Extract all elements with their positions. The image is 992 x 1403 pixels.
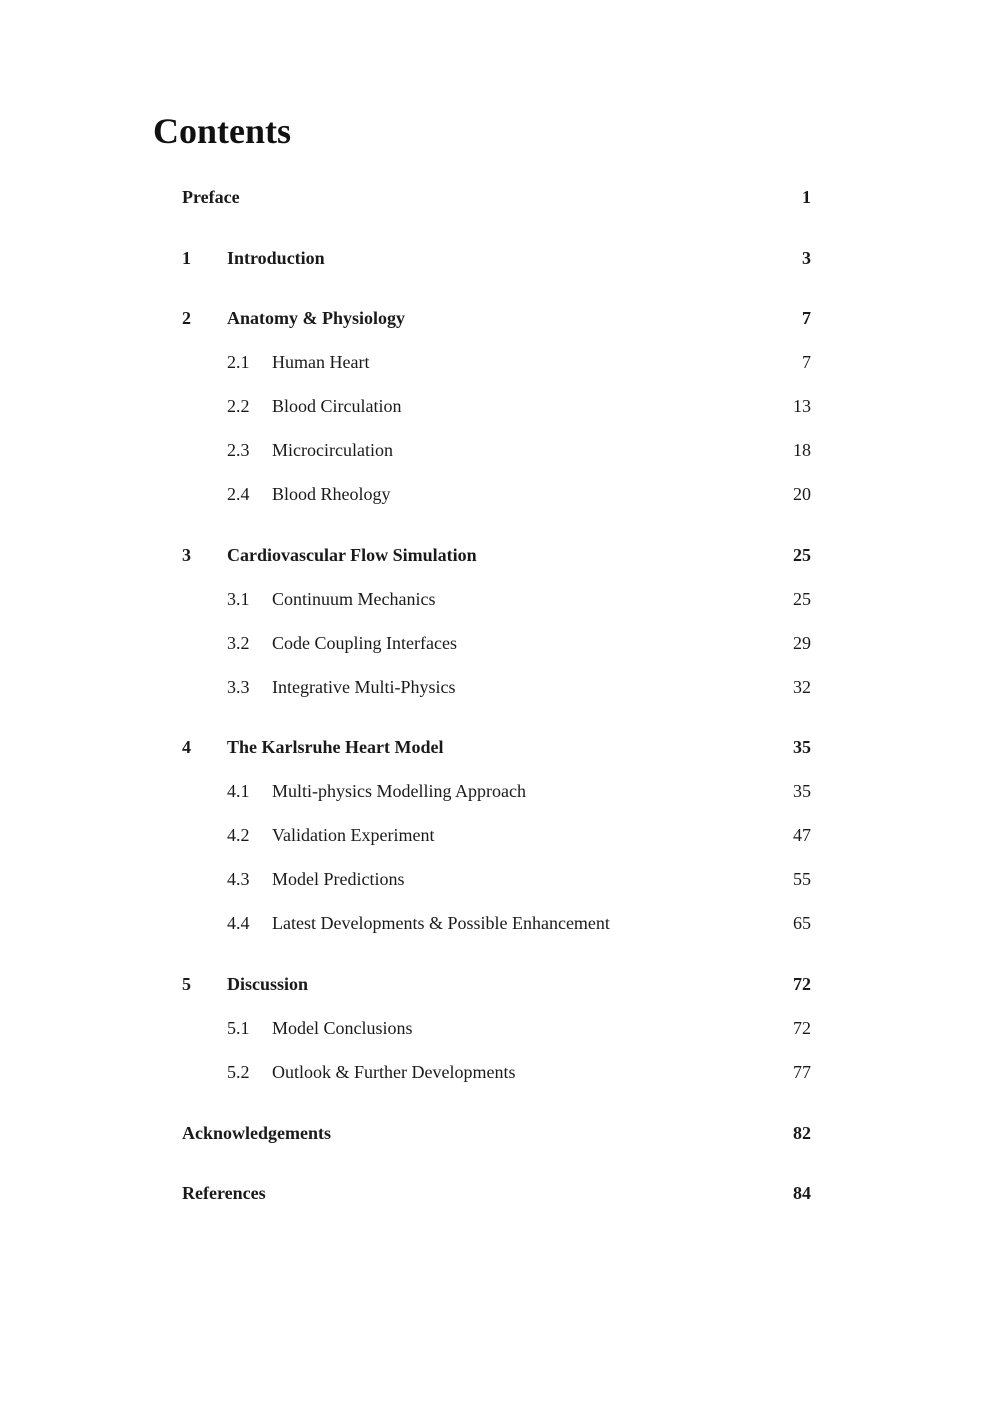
toc-entry-page: 25: [793, 545, 811, 565]
toc-section-2-2[interactable]: [0, 394, 992, 418]
toc-entry-page: 32: [793, 677, 811, 697]
toc-section-title: Validation Experiment: [272, 825, 435, 845]
toc-section-number: 4.4: [227, 913, 250, 933]
toc-section-number: 3.1: [227, 589, 250, 609]
toc-section-number: 3.3: [227, 677, 250, 697]
toc-section-number: 2.2: [227, 396, 250, 416]
toc-section-number: 5.2: [227, 1062, 250, 1082]
toc-section-2-1[interactable]: [0, 350, 992, 374]
toc-section-2-4[interactable]: [0, 482, 992, 506]
toc-section-number: 5.1: [227, 1018, 250, 1038]
toc-entry-page: 77: [793, 1062, 811, 1082]
toc-entry-page: 1: [802, 187, 811, 207]
toc-chapter-title: Discussion: [227, 974, 309, 994]
toc-chapter-number: 5: [182, 974, 191, 994]
toc-entry-acknowledgements[interactable]: [0, 1121, 992, 1145]
toc-entry-page: 84: [793, 1183, 811, 1203]
toc-entry-page: 72: [793, 974, 811, 994]
toc-section-2-3[interactable]: [0, 438, 992, 462]
toc-section-title: Continuum Mechanics: [272, 589, 436, 609]
toc-entry-page: 72: [793, 1018, 811, 1038]
toc-entry-preface[interactable]: [0, 185, 992, 209]
toc-entry-title: Acknowledgements: [182, 1123, 331, 1143]
toc-entry-page: 20: [793, 484, 811, 504]
toc-section-title: Outlook & Further Developments: [272, 1062, 516, 1082]
toc-entry-page: 7: [802, 308, 811, 328]
toc-chapter-2[interactable]: [0, 306, 992, 330]
toc-chapter-number: 4: [182, 737, 191, 757]
toc-section-title: Model Conclusions: [272, 1018, 413, 1038]
toc-chapter-3[interactable]: [0, 543, 992, 567]
toc-chapter-title: Cardiovascular Flow Simulation: [227, 545, 477, 565]
toc-section-4-2[interactable]: [0, 823, 992, 847]
toc-section-5-2[interactable]: [0, 1060, 992, 1084]
toc-entry-page: 65: [793, 913, 811, 933]
toc-section-title: Multi-physics Modelling Approach: [272, 781, 526, 801]
toc-section-5-1[interactable]: [0, 1016, 992, 1040]
toc-entry-page: 3: [802, 248, 811, 268]
toc-section-title: Latest Developments & Possible Enhancement: [272, 913, 610, 933]
toc-section-4-4[interactable]: [0, 911, 992, 935]
toc-section-4-3[interactable]: [0, 867, 992, 891]
toc-section-number: 4.1: [227, 781, 250, 801]
toc-entry-title: References: [182, 1183, 266, 1203]
toc-section-number: 2.4: [227, 484, 250, 504]
toc-chapter-number: 1: [182, 248, 191, 268]
toc-section-number: 2.3: [227, 440, 250, 460]
toc-chapter-5[interactable]: [0, 972, 992, 996]
toc-entry-page: 47: [793, 825, 811, 845]
toc-section-3-2[interactable]: [0, 631, 992, 655]
toc-section-title: Code Coupling Interfaces: [272, 633, 457, 653]
toc-section-4-1[interactable]: [0, 779, 992, 803]
toc-chapter-title: The Karlsruhe Heart Model: [227, 737, 444, 757]
toc-chapter-1[interactable]: [0, 246, 992, 270]
toc-entry-page: 29: [793, 633, 811, 653]
toc-section-3-1[interactable]: [0, 587, 992, 611]
page-title: Contents: [153, 111, 292, 151]
toc-entry-page: 35: [793, 737, 811, 757]
toc-section-number: 4.2: [227, 825, 250, 845]
toc-section-title: Integrative Multi-Physics: [272, 677, 456, 697]
toc-chapter-4[interactable]: [0, 735, 992, 759]
toc-section-number: 3.2: [227, 633, 250, 653]
toc-chapter-number: 2: [182, 308, 191, 328]
toc-entry-page: 35: [793, 781, 811, 801]
toc-section-title: Human Heart: [272, 352, 370, 372]
toc-chapter-title: Anatomy & Physiology: [227, 308, 406, 328]
toc-section-title: Blood Rheology: [272, 484, 391, 504]
toc-section-number: 4.3: [227, 869, 250, 889]
toc-section-title: Microcirculation: [272, 440, 393, 460]
toc-entry-page: 18: [793, 440, 811, 460]
toc-entry-page: 25: [793, 589, 811, 609]
toc-section-number: 2.1: [227, 352, 250, 372]
toc-entry-page: 55: [793, 869, 811, 889]
toc-entry-page: 7: [802, 352, 811, 372]
toc-chapter-number: 3: [182, 545, 191, 565]
toc-chapter-title: Introduction: [227, 248, 325, 268]
toc-entry-references[interactable]: [0, 1181, 992, 1205]
toc-section-title: Model Predictions: [272, 869, 405, 889]
toc-section-3-3[interactable]: [0, 675, 992, 699]
toc-section-title: Blood Circulation: [272, 396, 402, 416]
toc-entry-page: 82: [793, 1123, 811, 1143]
toc-entry-page: 13: [793, 396, 811, 416]
toc-entry-title: Preface: [182, 187, 240, 207]
